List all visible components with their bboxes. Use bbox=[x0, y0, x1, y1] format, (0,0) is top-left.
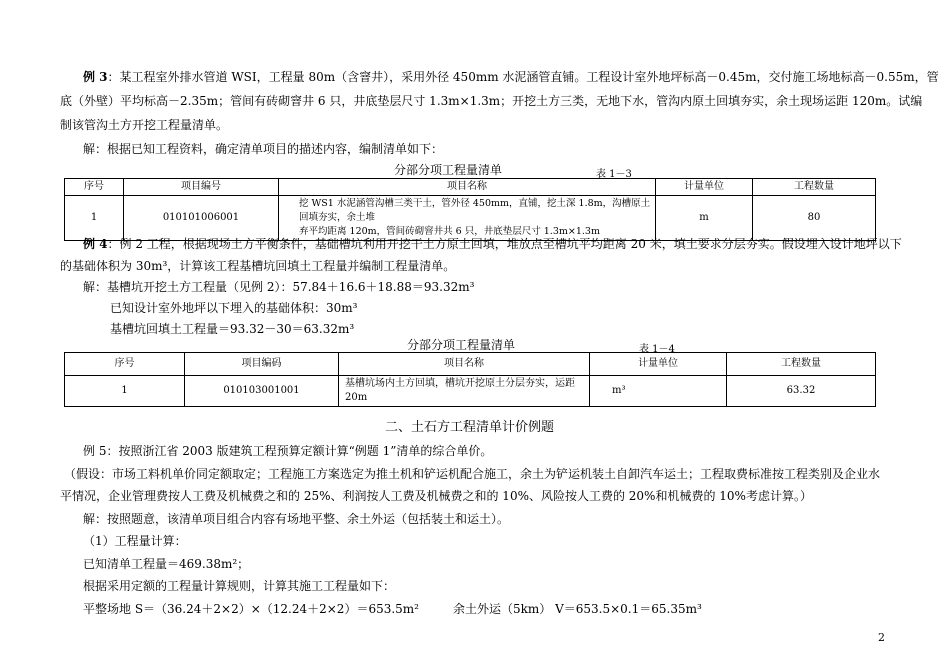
header-unit: 计量单位 bbox=[590, 353, 727, 376]
example-3-label: 例 3 bbox=[83, 70, 108, 84]
example-5-text: 例 5：按照浙江省 2003 版建筑工程预算定额计算“例题 1”清单的综合单价。 bbox=[83, 444, 493, 458]
table-row bbox=[65, 376, 876, 407]
header-seq: 序号 bbox=[65, 179, 124, 196]
example-4-text: ：例 2 工程，根据现场土方平衡条件，基础槽坑利用开挖干土方原土回填，堆放点至槽坑平均距离 20 米，填土要求分层夯实。假设埋入设计地坪以下 bbox=[107, 237, 902, 251]
cell-qty: 80 bbox=[753, 196, 876, 241]
assumption-line-1: （假设：市场工料机单价同定额取定；工程施工方案选定为推土机和铲运机配合施工，余土为铲运机装土自卸汽车运土；工程取费标准按工程类别及企业水 bbox=[64, 467, 881, 481]
cell-name-line-1: 挖 WS1 水泥涵管沟槽三类干土，管外径 450mm，直铺，挖土深 1.8m，沟槽原土回填夯实，余土堆 bbox=[299, 198, 651, 223]
table-1-4-caption: 分部分项工程量清单 bbox=[407, 338, 516, 352]
section-heading: 二、土石方工程清单计价例题 bbox=[385, 420, 555, 435]
calc-spoil-haul: 余土外运（5km） V＝653.5×0.1＝65.35m³ bbox=[453, 602, 702, 616]
cell-code: 010101006001 bbox=[124, 196, 279, 241]
cell-unit: m bbox=[656, 196, 753, 241]
table-row bbox=[65, 196, 876, 241]
table-1-4 bbox=[64, 352, 876, 407]
example-4-solution-line-2: 已知设计室外地坪以下埋入的基础体积：30m³ bbox=[110, 301, 358, 315]
table-1-4-number: 表 1－4 bbox=[639, 344, 675, 355]
cell-qty: 63.32 bbox=[727, 376, 876, 407]
cell-seq: 1 bbox=[65, 196, 124, 241]
known-quantity: 已知清单工程量＝469.38m²； bbox=[83, 557, 250, 571]
example-5-solution: 解：按照题意，该清单项目组合内容有场地平整、余土外运（包括装土和运土）。 bbox=[83, 512, 510, 526]
cell-name bbox=[279, 196, 656, 241]
example-3-line-2: 底（外壁）平均标高－2.35m；管间有砖砌窨井 6 只，井底垫层尺寸 1.3m×1.3m；开挖土方三类，无地下水，管沟内原土回填夯实，余土现场运距 120m。试编 bbox=[60, 94, 923, 108]
header-name: 项目名称 bbox=[279, 179, 656, 196]
example-4-label: 例 4 bbox=[83, 237, 108, 251]
header-name: 项目名称 bbox=[339, 353, 590, 376]
example-3-text: ：某工程室外排水管道 WSI，工程量 80m（含窨井），采用外径 450mm 水泥涵管直铺。工程设计室外地坪标高－0.45m，交付施工场地标高－0.55m，管 bbox=[107, 70, 939, 84]
table-header-row bbox=[65, 179, 876, 196]
table-header-row bbox=[65, 353, 876, 376]
header-qty: 工程数量 bbox=[753, 179, 876, 196]
header-code: 项目编号 bbox=[124, 179, 279, 196]
header-qty: 工程数量 bbox=[727, 353, 876, 376]
header-seq: 序号 bbox=[65, 353, 185, 376]
table-1-3 bbox=[64, 178, 876, 241]
example-4-solution-line-1: 解：基槽坑开挖土方工程量（见例 2）：57.84＋16.6＋18.88＝93.32m³ bbox=[83, 280, 475, 294]
example-3-solution: 解：根据已知工程资料，确定清单项目的描述内容，编制清单如下： bbox=[83, 142, 444, 156]
cell-seq: 1 bbox=[65, 376, 185, 407]
header-unit: 计量单位 bbox=[656, 179, 753, 196]
example-4-line-2: 的基础体积为 30m³，计算该工程基槽坑回填土工程量并编制工程量清单。 bbox=[60, 259, 456, 273]
example-4-line-1 bbox=[83, 235, 902, 254]
assumption-line-2: 平情况，企业管理费按人工费及机械费之和的 25%、利润按人工费及机械费之和的 10%、风险按人工费的 20%和机械费的 10%考虑计算。） bbox=[60, 489, 812, 503]
cell-unit: m³ bbox=[590, 376, 727, 407]
cell-code: 010103001001 bbox=[185, 376, 339, 407]
page-number: 2 bbox=[878, 631, 885, 644]
calc-site-leveling: 平整场地 S＝（36.24＋2×2）×（12.24＋2×2）＝653.5m² bbox=[83, 602, 419, 616]
cell-name-line-2: 弃平均距离 120m，管间砖砌窨井共 6 只，井底垫层尺寸 1.3m×1.3m bbox=[299, 226, 600, 237]
header-code: 项目编码 bbox=[185, 353, 339, 376]
example-4-solution-line-3: 基槽坑回填土工程量＝93.32－30＝63.32m³ bbox=[110, 322, 355, 336]
table-1-3-number: 表 1－3 bbox=[596, 169, 632, 180]
example-3-line-1 bbox=[83, 68, 939, 87]
table-1-3-caption: 分部分项工程量清单 bbox=[394, 163, 503, 177]
step-1-label: （1）工程量计算： bbox=[83, 534, 187, 548]
example-3-line-3: 制该管沟土方开挖工程量清单。 bbox=[60, 118, 229, 132]
rule-text: 根据采用定额的工程量计算规则，计算其施工工程量如下： bbox=[83, 579, 396, 593]
cell-name: 基槽坑场内土方回填，槽坑开挖原土分层夯实，运距 20m bbox=[339, 376, 590, 407]
